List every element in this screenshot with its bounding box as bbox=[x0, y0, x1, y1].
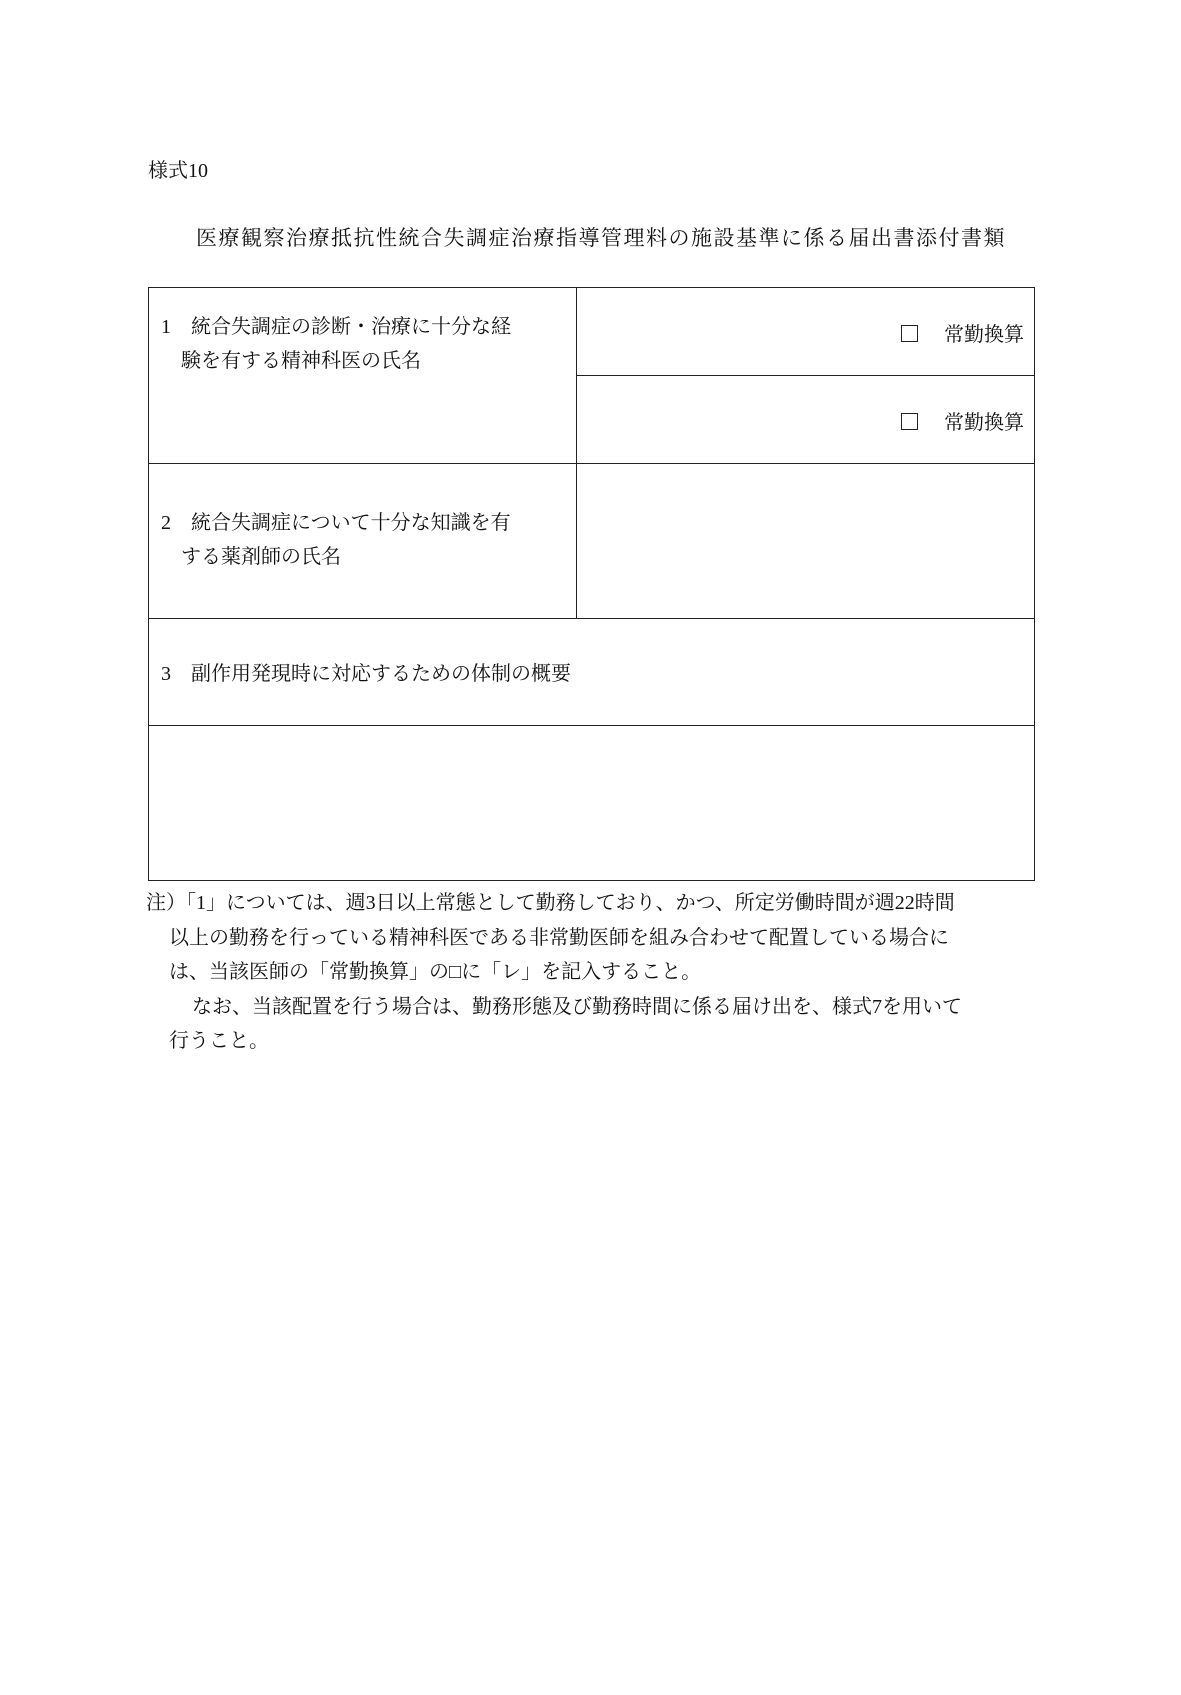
item1-label-line1: 1 統合失調症の診断・治療に十分な経 bbox=[161, 316, 511, 338]
item2-label-line2: する薬剤師の氏名 bbox=[181, 546, 341, 568]
document-title: 医療観察治療抵抗性統合失調症治療指導管理料の施設基準に係る届出書添付書類 bbox=[196, 226, 1006, 250]
full-time-equivalent-checkbox[interactable] bbox=[901, 413, 918, 430]
item2-entry[interactable] bbox=[577, 464, 1035, 619]
item2-label-line1: 2 統合失調症について十分な知識を有 bbox=[161, 512, 511, 534]
note-line: 注）「1」については、週3日以上常態として勤務しており、かつ、所定労働時間が週22時間 bbox=[146, 892, 955, 914]
item1-entry-1[interactable] bbox=[577, 288, 1035, 376]
full-time-equivalent-checkbox[interactable] bbox=[901, 325, 918, 342]
note-line: 以上の勤務を行っている精神科医である非常勤医師を組み合わせて配置している場合に bbox=[169, 926, 949, 949]
note-line: は、当該医師の「常勤換算」の□に「レ」を記入すること。 bbox=[169, 961, 702, 983]
item3-label-cell bbox=[149, 619, 1035, 726]
notes bbox=[146, 886, 1046, 1059]
form-number: 様式10 bbox=[148, 160, 208, 182]
item2-label-cell bbox=[149, 464, 577, 619]
checkbox-label: 常勤換算 bbox=[944, 412, 1024, 434]
note-line: なお、当該配置を行う場合は、勤務形態及び勤務時間に係る届け出を、様式7を用いて bbox=[192, 995, 962, 1018]
checkbox-label: 常勤換算 bbox=[944, 324, 1024, 346]
item1-label-line2: 験を有する精神科医の氏名 bbox=[181, 350, 421, 372]
item3-entry[interactable] bbox=[149, 726, 1035, 881]
form-table bbox=[148, 287, 1035, 881]
item1-label-cell bbox=[149, 288, 577, 464]
note-line: 行うこと。 bbox=[169, 1030, 269, 1052]
item3-label: 3 副作用発現時に対応するための体制の概要 bbox=[161, 663, 571, 685]
item1-entry-2[interactable] bbox=[577, 376, 1035, 464]
